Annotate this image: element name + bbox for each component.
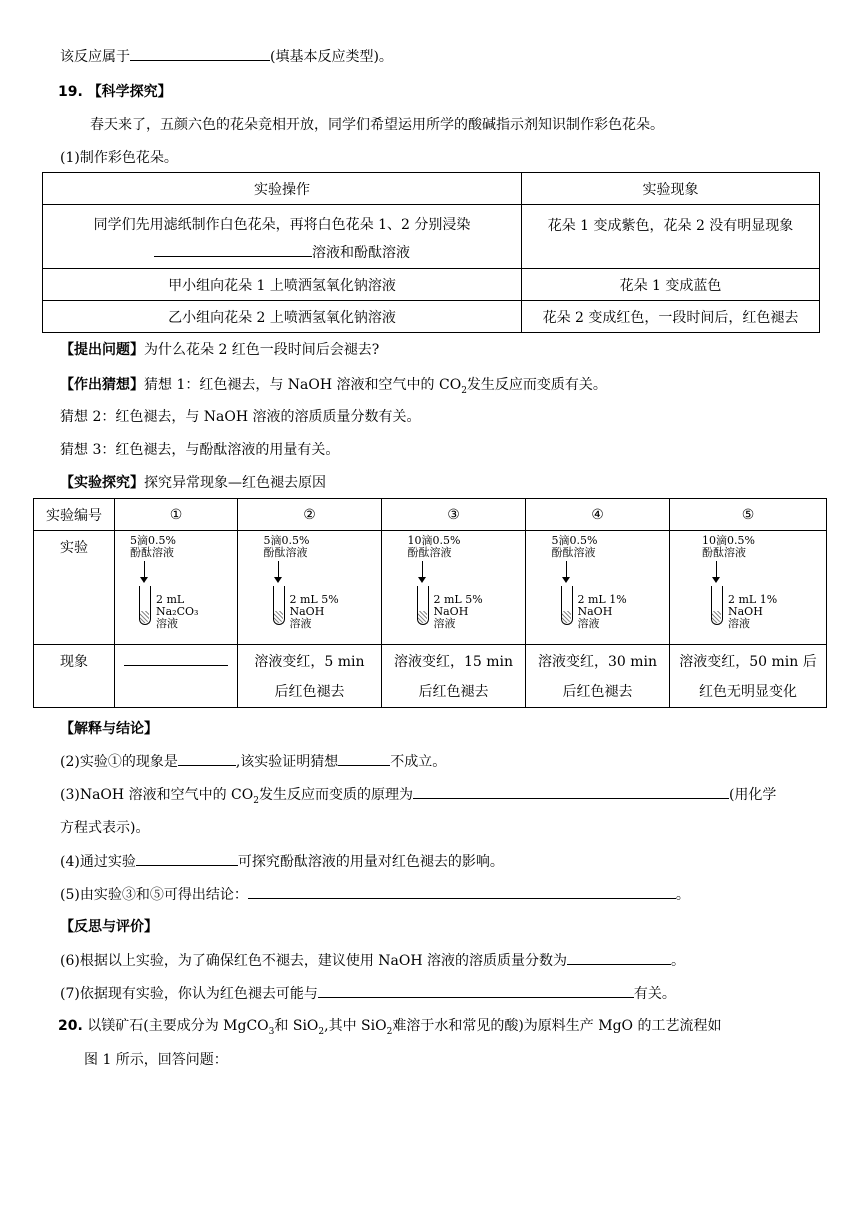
test-tube-diagram	[126, 531, 226, 641]
q3-line2: 方程式表示)。	[60, 820, 150, 836]
tube-label: 2 mL 1%	[577, 593, 627, 606]
q20-sub3: 2	[386, 1026, 393, 1037]
tube-label: NaOH	[577, 605, 613, 618]
drop-amount: 10滴0.5%	[407, 534, 461, 547]
tube-label: 2 mL 5%	[289, 593, 339, 606]
flower-table	[42, 172, 820, 333]
liquid-icon	[562, 611, 571, 623]
answer-blank[interactable]	[413, 784, 729, 799]
op-line2	[47, 239, 517, 267]
answer-blank[interactable]	[178, 751, 236, 766]
phenomenon-cell	[115, 645, 238, 708]
tube-label: 2 mL 1%	[728, 593, 778, 606]
q19-number: 19.	[58, 84, 83, 100]
reflect-tag: 【反思与评价】	[60, 919, 158, 935]
experiment-table	[33, 498, 827, 708]
conclusion-tag: 【解释与结论】	[60, 721, 158, 737]
explore-tag: 【实验探究】	[60, 475, 144, 491]
hypo1-b: 发生反应而变质有关。	[466, 377, 607, 393]
q6-line	[60, 950, 685, 971]
exp-number: ③	[382, 499, 526, 531]
question-tag: 【提出问题】	[60, 342, 144, 358]
hypo2-line: 猜想 2：红色褪去，与 NaOH 溶液的溶质质量分数有关。	[60, 409, 421, 425]
q6-b: 。	[671, 953, 686, 969]
phenomenon-cell	[526, 645, 670, 708]
q20-number: 20.	[58, 1018, 83, 1034]
top-line-prefix: 该反应属于	[60, 49, 130, 65]
exp-number: ④	[526, 499, 670, 531]
question-line	[60, 340, 379, 360]
q2-b: ,该实验证明猜想	[235, 754, 339, 770]
table-header: 实验现象	[522, 173, 820, 205]
drop-reagent: 酚酞溶液	[263, 546, 308, 559]
table-header: 实验操作	[43, 173, 522, 205]
test-tube-diagram	[260, 531, 360, 641]
table-cell: 甲小组向花朵 1 上喷洒氢氧化钠溶液	[43, 269, 522, 301]
explore-text: 探究异常现象—红色褪去原因	[144, 475, 326, 491]
q3-c: (用化学	[728, 787, 777, 803]
setup-cell	[382, 531, 526, 645]
liquid-icon	[274, 611, 283, 623]
q5-b: 。	[675, 887, 690, 903]
q6-a: (6)根据以上实验，为了确保红色不褪去，建议使用 NaOH 溶液的溶质质量分数为	[60, 953, 568, 969]
phenomenon-cell	[382, 645, 526, 708]
q5-a: (5)由实验③和⑤可得出结论：	[60, 887, 248, 903]
tube-label: NaOH	[289, 605, 325, 618]
q19-tag: 【科学探究】	[87, 84, 172, 100]
answer-blank[interactable]	[130, 46, 270, 61]
answer-blank[interactable]	[318, 983, 634, 998]
drop-reagent: 酚酞溶液	[551, 546, 596, 559]
q2-a: (2)实验①的现象是	[60, 754, 178, 770]
exp-number: ⑤	[670, 499, 827, 531]
hypo1-a: 猜想 1：红色褪去，与 NaOH 溶液和空气中的 CO	[144, 377, 462, 393]
answer-blank[interactable]	[567, 950, 671, 965]
phenomenon-l1: 溶液变红，15 min	[393, 654, 514, 670]
q19-intro: 春天来了，五颜六色的花朵竞相开放，同学们希望运用所学的酸碱指示剂知识制作彩色花朵。	[90, 117, 664, 133]
drop-reagent: 酚酞溶液	[702, 546, 746, 559]
q20-line2: 图 1 所示，回答问题：	[84, 1052, 228, 1068]
q3-a: (3)NaOH 溶液和空气中的 CO	[60, 787, 254, 803]
setup-cell	[115, 531, 238, 645]
table-cell: 花朵 1 变成紫色，花朵 2 没有明显现象	[522, 205, 820, 269]
row-header: 实验编号	[34, 499, 115, 531]
phenomenon-l2: 红色无明显变化	[699, 684, 797, 700]
op-line1: 同学们先用滤纸制作白色花朵，再将白色花朵 1、2 分别浸染	[93, 217, 471, 233]
q3-b: 发生反应而变质的原理为	[258, 787, 413, 803]
tube-label: 2 mL 5%	[433, 593, 483, 606]
top-line	[60, 46, 393, 67]
arrowhead-icon	[712, 577, 720, 583]
tube-label: NaOH	[728, 605, 763, 618]
hypo-tag: 【作出猜想】	[60, 377, 144, 393]
drop-amount: 10滴0.5%	[702, 534, 755, 547]
table-cell: 乙小组向花朵 2 上喷洒氢氧化钠溶液	[43, 301, 522, 333]
arrowhead-icon	[140, 577, 148, 583]
tube-label: Na₂CO₃	[156, 605, 199, 618]
q19-part1: (1)制作彩色花朵。	[60, 150, 178, 166]
q3-sub: 2	[253, 795, 259, 806]
exp-number: ②	[238, 499, 382, 531]
phenomenon-l2: 后红色褪去	[418, 684, 489, 700]
q7-a: (7)依据现有实验，你认为红色褪去可能与	[60, 986, 318, 1002]
drop-amount: 5滴0.5%	[551, 534, 598, 547]
top-line-suffix: (填基本反应类型)。	[270, 49, 393, 65]
table-cell	[43, 205, 522, 269]
tube-label: 溶液	[728, 617, 750, 630]
op-line2-suffix: 溶液和酚酞溶液	[312, 245, 410, 261]
phenomenon-l1: 溶液变红，30 min	[537, 654, 658, 670]
q2-c: 不成立。	[390, 754, 447, 770]
q20-d: 难溶于水和常见的酸)为原料生产 MgO 的工艺流程如	[392, 1018, 722, 1034]
answer-blank[interactable]	[338, 751, 390, 766]
tube-label: 溶液	[156, 617, 178, 630]
setup-cell	[526, 531, 670, 645]
tube-label: 溶液	[577, 617, 600, 630]
arrowhead-icon	[562, 577, 570, 583]
phenomenon-cell	[670, 645, 827, 708]
q19-heading	[58, 82, 172, 102]
tube-label: 溶液	[433, 617, 456, 630]
row-header: 实验	[34, 531, 115, 645]
q20-a: 以镁矿石(主要成分为 MgCO	[87, 1018, 269, 1034]
drop-reagent: 酚酞溶液	[407, 546, 452, 559]
row-header: 现象	[34, 645, 115, 708]
tube-label: 溶液	[289, 617, 312, 630]
tube-label: NaOH	[433, 605, 469, 618]
q20-sub2: 2	[318, 1026, 325, 1037]
q7-line	[60, 983, 676, 1004]
answer-blank[interactable]	[124, 651, 228, 666]
arrowhead-icon	[418, 577, 426, 583]
test-tube-diagram	[548, 531, 648, 641]
answer-blank[interactable]	[248, 884, 676, 899]
setup-cell	[238, 531, 382, 645]
question-text: 为什么花朵 2 红色一段时间后会褪去?	[144, 342, 380, 358]
q3-line	[60, 784, 776, 811]
liquid-icon	[140, 611, 149, 623]
table-cell: 花朵 2 变成红色，一段时间后，红色褪去	[522, 301, 820, 333]
exp-number: ①	[115, 499, 238, 531]
drop-amount: 5滴0.5%	[130, 534, 176, 547]
phenomenon-cell	[238, 645, 382, 708]
q5-line	[60, 884, 690, 905]
test-tube-diagram	[404, 531, 504, 641]
answer-blank[interactable]	[154, 242, 312, 257]
q4-b: 可探究酚酞溶液的用量对红色褪去的影响。	[237, 854, 504, 870]
answer-blank[interactable]	[136, 851, 238, 866]
q7-b: 有关。	[633, 986, 676, 1002]
q20-b: 和 SiO	[274, 1018, 319, 1034]
phenomenon-l2: 后红色褪去	[274, 684, 345, 700]
hypo3-line: 猜想 3：红色褪去，与酚酞溶液的用量有关。	[60, 442, 340, 458]
phenomenon-l1: 溶液变红，5 min	[254, 654, 365, 670]
liquid-icon	[418, 611, 427, 623]
q20-c: ,其中 SiO	[324, 1018, 387, 1034]
explore-line	[60, 473, 326, 493]
table-cell: 花朵 1 变成蓝色	[522, 269, 820, 301]
arrowhead-icon	[274, 577, 282, 583]
tube-label: 2 mL	[156, 593, 185, 606]
q4-a: (4)通过实验	[60, 854, 136, 870]
drop-reagent: 酚酞溶液	[130, 546, 174, 559]
q20-sub1: 3	[268, 1026, 275, 1037]
liquid-icon	[712, 611, 721, 623]
hypo1-sub: 2	[461, 385, 467, 396]
q4-line	[60, 851, 504, 872]
hypo1-line	[60, 375, 607, 401]
setup-cell	[670, 531, 827, 645]
phenomenon-l1: 溶液变红，50 min 后	[679, 654, 817, 670]
test-tube-diagram	[698, 531, 798, 641]
drop-amount: 5滴0.5%	[263, 534, 310, 547]
q20-line1	[58, 1016, 721, 1042]
phenomenon-l2: 后红色褪去	[562, 684, 633, 700]
q2-line	[60, 751, 446, 772]
